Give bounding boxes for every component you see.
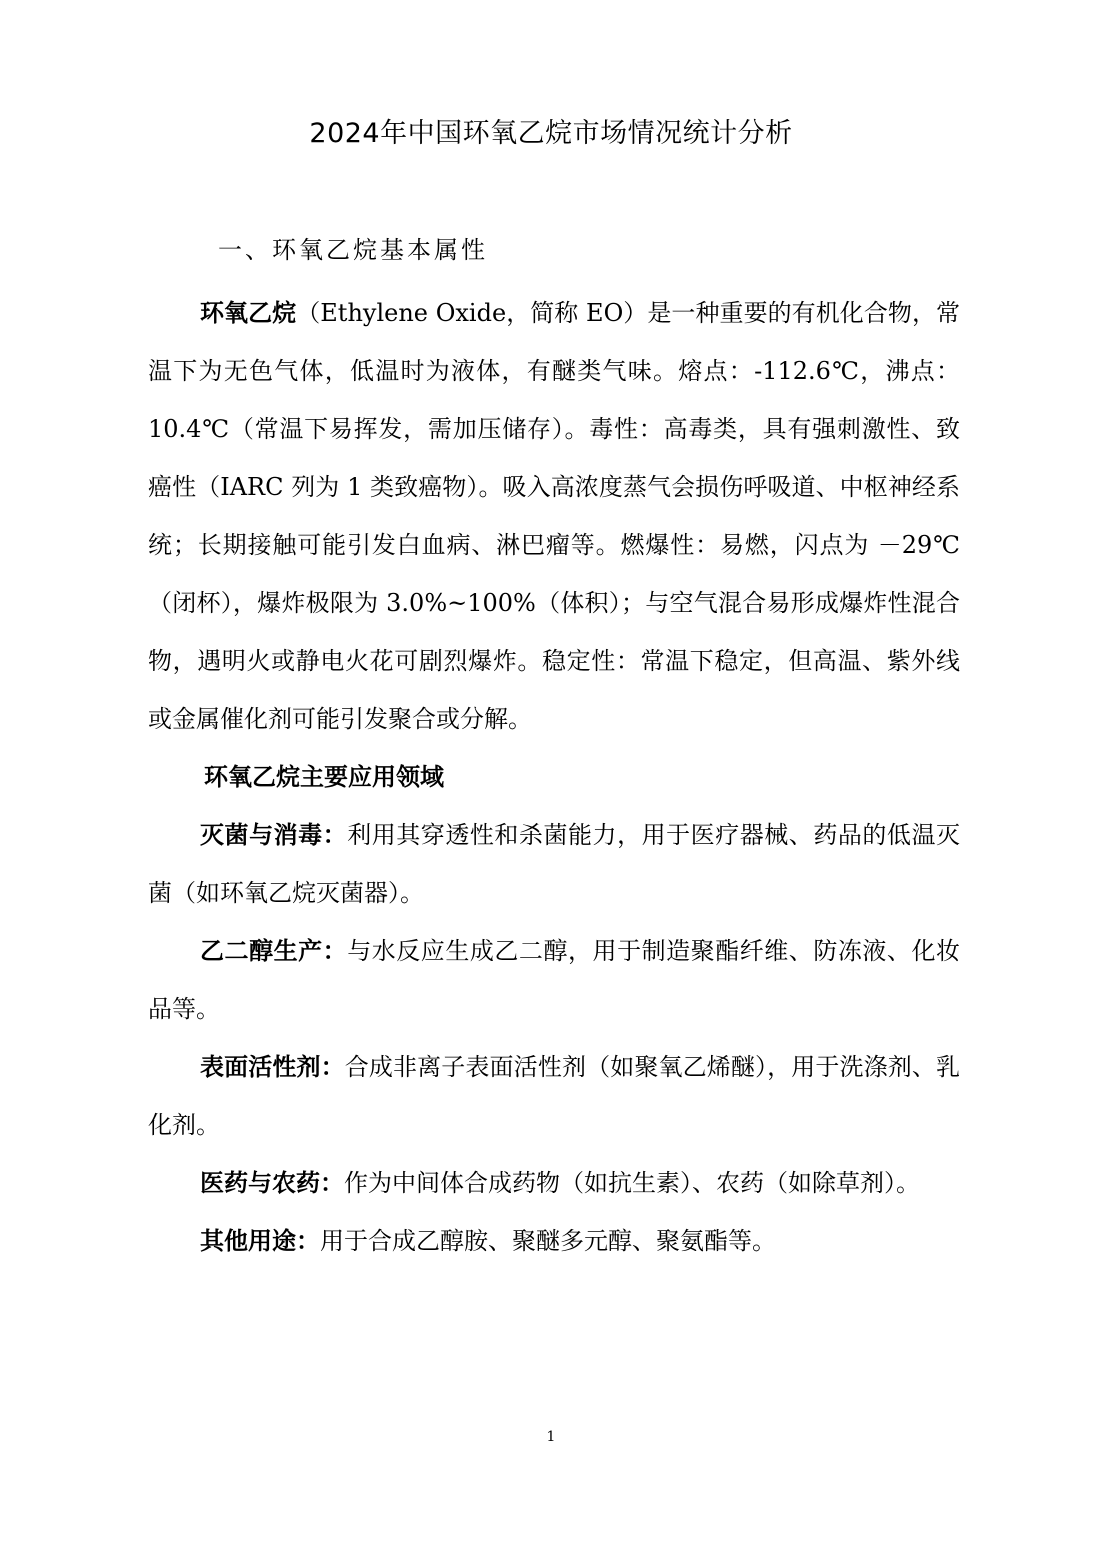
application-label: 其他用途： [200,1227,320,1255]
application-text: 合成非离子表面活性剂（如聚氧乙烯醚），用于洗涤剂、乳化剂。 [148,1053,961,1139]
application-item [148,1154,960,1212]
application-item [148,1212,960,1270]
section-heading: 一、环氧乙烷基本属性 [218,236,488,264]
application-text: 与水反应生成乙二醇，用于制造聚酯纤维、防冻液、化妆品等。 [148,937,961,1023]
application-label: 灭菌与消毒： [200,821,348,849]
intro-paragraph [148,284,960,748]
application-text: 作为中间体合成药物（如抗生素）、农药（如除草剂）。 [344,1169,920,1197]
intro-term: 环氧乙烷 [200,299,297,327]
page-number: 1 [546,1429,556,1445]
application-label: 表面活性剂： [200,1053,345,1081]
application-item [148,922,960,1038]
applications-heading: 环氧乙烷主要应用领域 [204,763,444,791]
application-label: 乙二醇生产： [200,937,348,965]
application-text: 用于合成乙醇胺、聚醚多元醇、聚氨酯等。 [320,1227,776,1255]
application-text: 利用其穿透性和杀菌能力，用于医疗器械、药品的低温灭菌（如环氧乙烷灭菌器）。 [148,821,961,907]
intro-text: （Ethylene Oxide，简称 EO）是一种重要的有机化合物，常温下为无色气体，低温时为液体，有醚类气味。熔点：-112.6℃，沸点：10.4℃（常温下易挥发，需加压储存）。毒性：高毒类，具有强刺激性、致癌性（IARC 列为 1 类致癌物）。吸入高浓度蒸气会损伤呼吸道、中枢神经系统；长期接触可能引发白血病、淋巴瘤等。燃爆性：易燃，闪点为 －29℃（闭杯），爆炸极限为 3.0%~100%（体积）；与空气混合易形成爆炸性混合物，遇明火或静电火花可剧烈爆炸。稳定性：常温下稳定，但高温、紫外线或金属催化剂可能引发聚合或分解。 [148,299,961,733]
application-item [148,1038,960,1154]
application-label: 医药与农药： [200,1169,344,1197]
body-text [148,284,960,1270]
document-title: 2024年中国环氧乙烷市场情况统计分析 [309,118,793,149]
application-item [148,806,960,922]
